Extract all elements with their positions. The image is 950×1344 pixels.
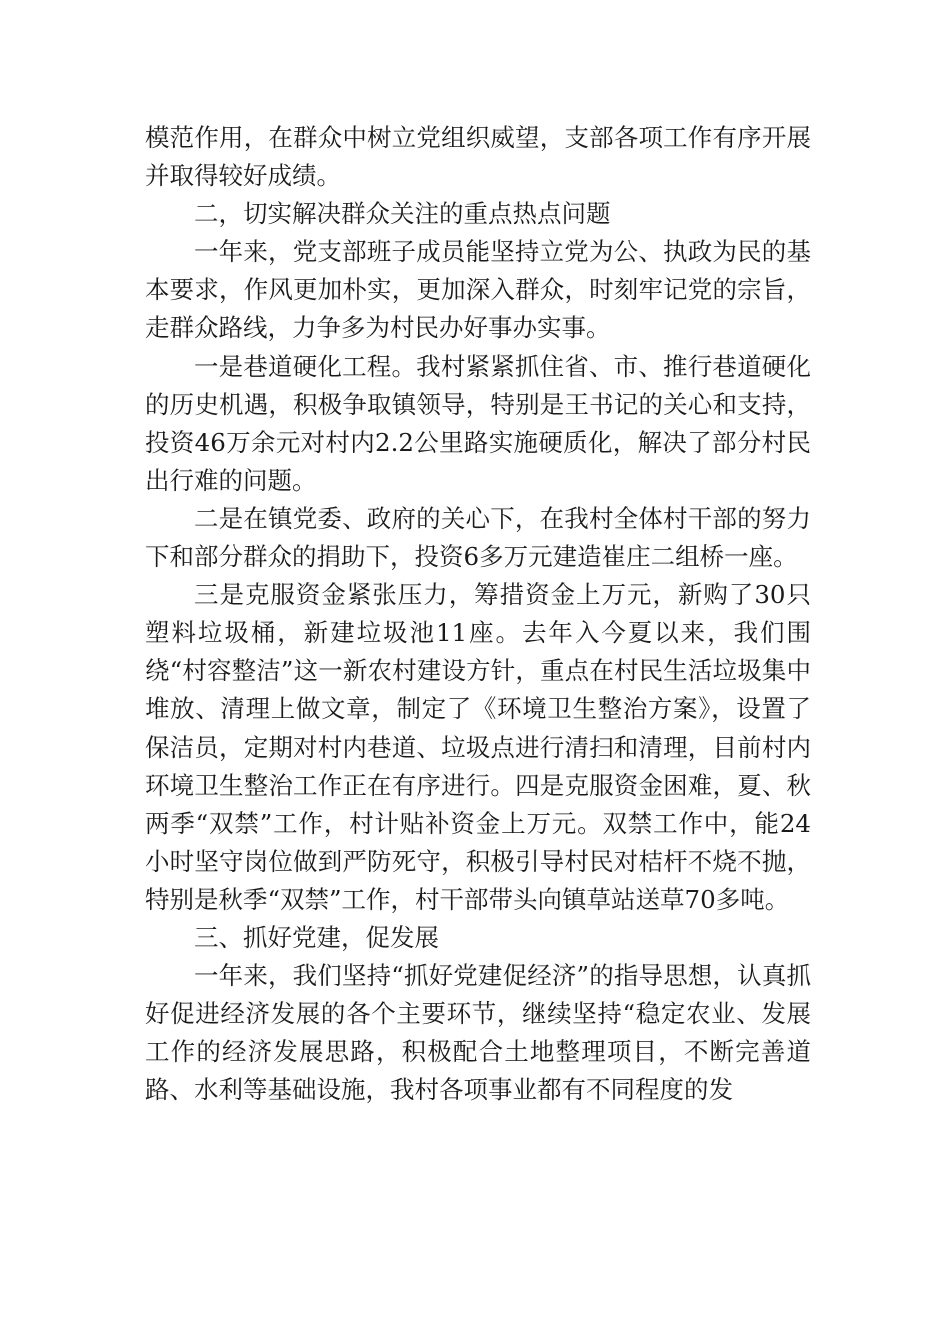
paragraph: 一年来，我们坚持“抓好党建促经济”的指导思想，认真抓好促进经济发展的各个主要环节，继续坚持“稳定农业、发展工作的经济发展思路，积极配合土地整理项目，不断完善道路、水利等基础设施，我村各项事业都有不同程度的发 [145,961,811,1105]
document-body [145,119,811,1109]
section-heading-3: 三、抓好党建，促发展 [194,922,439,952]
paragraph: 二是在镇党委、政府的关心下，在我村全体村干部的努力下和部分群众的捐助下，投资6多万元建造崔庄二组桥一座。 [145,503,811,572]
paragraph: 一年来，党支部班子成员能坚持立党为公、执政为民的基本要求，作风更加朴实，更加深入群众，时刻牢记党的宗旨，走群众路线，力争多为村民办好事办实事。 [145,237,811,343]
paragraph: 一是巷道硬化工程。我村紧紧抓住省、市、推行巷道硬化的历史机遇，积极争取镇领导，特别是王书记的关心和支持，投资46万余元对村内2.2公里路实施硬质化，解决了部分村民出行难的问题。 [145,351,811,495]
paragraph: 三是克服资金紧张压力，筹措资金上万元，新购了30只塑料垃圾桶，新建垃圾池11座。去年入今夏以来，我们围绕“村容整洁”这一新农村建设方针，重点在村民生活垃圾集中堆放、清理上做文章，制定了《环境卫生整治方案》，设置了保洁员，定期对村内巷道、垃圾点进行清扫和清理，目前村内环境卫生整治工作正在有序进行。四是克服资金困难，夏、秋两季“双禁”工作，村计贴补资金上万元。双禁工作中，能24小时坚守岗位做到严防死守，积极引导村民对桔杆不烧不抛，特别是秋季“双禁”工作，村干部带头向镇草站送草70多吨。 [145,580,811,914]
paragraph-continuation: 模范作用，在群众中树立党组织威望，支部各项工作有序开展并取得较好成绩。 [145,123,811,191]
section-heading-2: 二，切实解决群众关注的重点热点问题 [194,199,611,229]
